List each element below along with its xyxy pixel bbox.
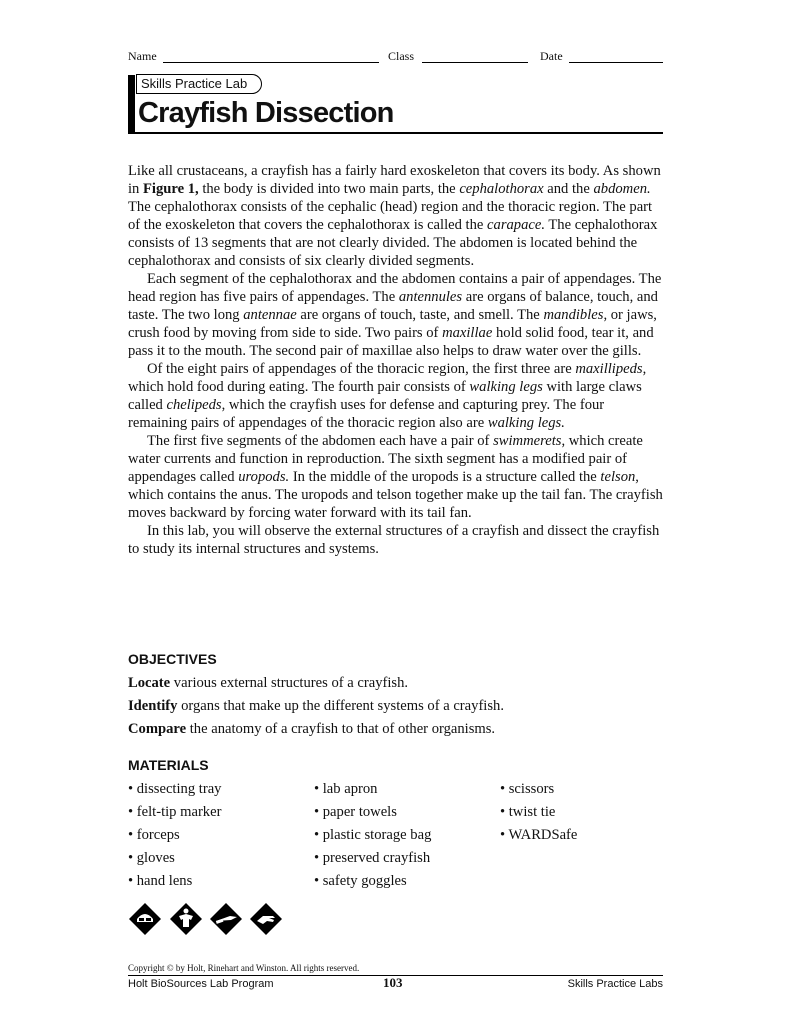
class-label: Class: [388, 49, 415, 63]
material-item: • safety goggles: [314, 873, 407, 889]
page-title: Crayfish Dissection: [138, 97, 394, 129]
intro-paragraph-4: The first five segments of the abdomen each have a pair of swimmerets, which create water currents and function in reproduction. The sixth segment has a modified pair of appendages called uropods. In the middle of the uropods is a structure called the telson, which contains the anus. The uropods and telson together make up the tail fan. The crayfish moves backward by forcing water forward with its tail fan.: [128, 433, 663, 521]
material-item: • twist tie: [500, 804, 556, 820]
class-field[interactable]: [422, 62, 528, 63]
material-item: • dissecting tray: [128, 781, 222, 797]
material-item: • gloves: [128, 850, 175, 866]
sharp-object-icon: [209, 902, 243, 936]
intro-paragraph-1: Like all crustaceans, a crayfish has a fairly hard exoskeleton that covers its body. As shown in Figure 1, the body is divided into two main parts, the cephalothorax and the abdomen. The cephalothorax consists of the cephalic (head) region and the thoracic region. The part of the exoskeleton that covers the cephalothorax is called the carapace. The cephalothorax consists of 13 segments that are not clearly divided. The abdomen is located behind the cephalothorax and consists of six clearly divided segments.: [128, 163, 661, 269]
name-field[interactable]: [163, 62, 379, 63]
intro-text: [128, 162, 663, 558]
intro-paragraph-5: In this lab, you will observe the external structures of a crayfish and dissect the crayfish to study its internal structures and systems.: [128, 523, 660, 557]
material-item: • scissors: [500, 781, 555, 797]
materials-column-1: [128, 780, 221, 895]
name-label: Name: [128, 49, 157, 63]
objectives-heading: OBJECTIVES: [128, 651, 217, 667]
material-item: • lab apron: [314, 781, 378, 797]
eye-safety-icon: [128, 902, 162, 936]
material-item: • preserved crayfish: [314, 850, 431, 866]
material-item: • forceps: [128, 827, 180, 843]
material-item: • hand lens: [128, 873, 193, 889]
hand-safety-icon: [249, 902, 283, 936]
material-item: • plastic storage bag: [314, 827, 432, 843]
material-item: • felt-tip marker: [128, 804, 222, 820]
intro-paragraph-2: Each segment of the cephalothorax and the abdomen contains a pair of appendages. The head region has five pairs of appendages. The antennules are organs of balance, touch, and taste. The two long antennae are organs of touch, taste, and smell. The mandibles, or jaws, crush food by moving from side to side. Two pairs of maxillae hold solid food, tear it, and pass it to the mouth. The second pair of maxillae also helps to draw water over the gills.: [128, 271, 662, 359]
materials-column-3: [500, 780, 577, 849]
title-divider: [128, 132, 663, 134]
objective-item: Locate various external structures of a crayfish.: [128, 675, 409, 691]
footer-program: Holt BioSources Lab Program: [128, 978, 274, 990]
lab-type-tag: Skills Practice Lab: [136, 74, 262, 94]
objective-item: Identify organs that make up the different systems of a crayfish.: [128, 698, 504, 714]
figure-reference: Figure 1,: [143, 181, 199, 197]
clothing-protection-icon: [169, 902, 203, 936]
date-field[interactable]: [569, 62, 663, 63]
footer-section: Skills Practice Labs: [567, 978, 663, 990]
materials-column-2: [314, 780, 431, 895]
material-item: • paper towels: [314, 804, 397, 820]
materials-heading: MATERIALS: [128, 757, 209, 773]
safety-icons: [128, 902, 288, 936]
objective-item: Compare the anatomy of a crayfish to that of other organisms.: [128, 721, 496, 737]
material-item: • WARDSafe: [500, 827, 578, 843]
title-accent-bar: [128, 75, 135, 134]
date-label: Date: [540, 49, 563, 63]
intro-paragraph-3: Of the eight pairs of appendages of the thoracic region, the first three are maxillipeds, which hold food during eating. The fourth pair consists of walking legs with large claws called chelipeds, which the crayfish uses for defense and capturing prey. The four remaining pairs of appendages of the thoracic region also are walking legs.: [128, 361, 647, 431]
student-info-header: [128, 49, 663, 65]
page-number: 103: [383, 975, 403, 990]
copyright-notice: Copyright © by Holt, Rinehart and Winston. All rights reserved.: [128, 963, 360, 973]
